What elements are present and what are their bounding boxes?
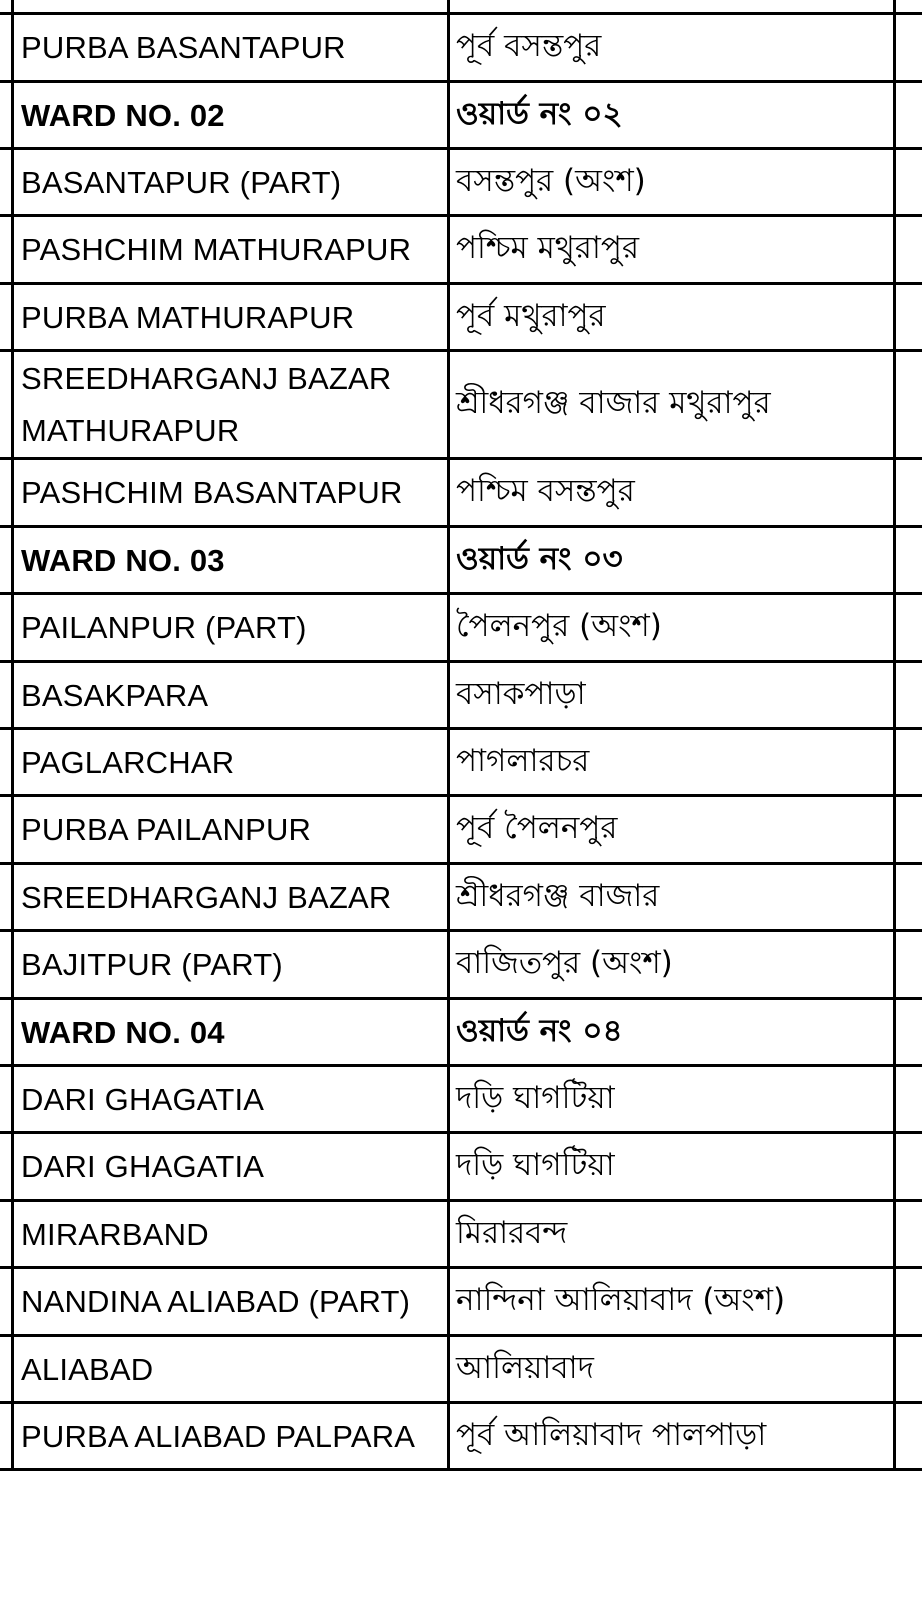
bengali-name-cell: বসন্তপুর (অংশ) (456, 162, 646, 199)
english-name-cell: PASHCHIM BASANTAPUR (21, 475, 403, 510)
bengali-name-cell: বসাকপাড়া (456, 675, 586, 712)
english-name-cell: PASHCHIM MATHURAPUR (21, 232, 412, 267)
bengali-name-cell: বাজিতপুর (অংশ) (456, 945, 673, 981)
bengali-name-cell: শ্রীধরগঞ্জ বাজার মথুরাপুর (456, 385, 771, 421)
bengali-name-cell: পূর্ব পৈলনপুর (456, 810, 618, 846)
ward-header-row (0, 528, 922, 593)
bengali-name-cell: পূর্ব মথুরাপুর (456, 297, 606, 334)
bengali-name-cell: ওয়ার্ড নং ০৩ (456, 540, 623, 577)
ward-header-row (0, 83, 922, 148)
bengali-name-cell: পৈলনপুর (অংশ) (456, 608, 662, 644)
table-row (0, 460, 922, 526)
english-name-cell: MIRARBAND (21, 1216, 209, 1252)
bengali-name-cell: শ্রীধরগঞ্জ বাজার (456, 877, 660, 914)
english-name-cell: PAGLARCHAR (21, 744, 235, 780)
bengali-name-cell: পূর্ব আলিয়াবাদ পালপাড়া (456, 1416, 767, 1453)
english-name-cell: BAJITPUR (PART) (21, 947, 283, 982)
english-name-cell: ALIABAD (21, 1351, 154, 1387)
table-row (0, 1337, 922, 1402)
table-row (0, 663, 922, 728)
bengali-name-cell: নান্দিনা আলিয়াবাদ (অংশ) (456, 1282, 786, 1318)
table-row (0, 1404, 922, 1469)
table-row (0, 285, 922, 350)
bengali-name-cell: পশ্চিম মথুরাপুর (456, 230, 639, 266)
english-name-cell: DARI GHAGATIA (21, 1081, 265, 1117)
bengali-name-cell: দড়ি ঘাগটিয়া (456, 1079, 615, 1116)
table-row (0, 1269, 922, 1335)
table-row (0, 730, 922, 795)
english-name-cell: SREEDHARGANJ BAZAR (21, 879, 392, 915)
table-row (0, 865, 922, 930)
ward-header-row (0, 1000, 922, 1065)
table-row (0, 352, 922, 458)
bengali-name-cell: আলিয়াবাদ (456, 1349, 594, 1386)
english-name-cell: BASANTAPUR (PART) (21, 164, 342, 200)
english-name-cell: WARD NO. 02 (21, 97, 225, 133)
english-name-cell: WARD NO. 04 (21, 1014, 225, 1050)
english-name-cell: PURBA ALIABAD PALPARA (21, 1418, 416, 1454)
english-name-cell: WARD NO. 03 (21, 542, 225, 578)
bengali-name-cell: পাগলারচর (456, 742, 590, 779)
bengali-name-cell: ওয়ার্ড নং ০২ (456, 95, 623, 132)
table-row (0, 797, 922, 863)
table-row (0, 1202, 922, 1267)
bengali-name-cell: পশ্চিম বসন্তপুর (456, 473, 635, 509)
table-row (0, 1134, 922, 1200)
bengali-name-cell: পূর্ব বসন্তপুর (456, 28, 602, 64)
english-name-cell: PURBA BASANTAPUR (21, 30, 346, 65)
bengali-name-cell: ওয়ার্ড নং ০৪ (456, 1012, 623, 1049)
bengali-name-cell: মিরারবন্দ (456, 1214, 568, 1251)
english-name-cell: PAILANPUR (PART) (21, 610, 307, 645)
table-row (0, 1067, 922, 1132)
bengali-name-cell: দড়ি ঘাগটিয়া (456, 1147, 615, 1183)
table-row (0, 150, 922, 215)
table-row (0, 15, 922, 81)
english-name-cell: SREEDHARGANJ BAZAR MATHURAPUR (21, 361, 392, 448)
english-name-cell: NANDINA ALIABAD (PART) (21, 1284, 411, 1319)
english-name-cell: DARI GHAGATIA (21, 1149, 265, 1184)
table-row (0, 932, 922, 998)
english-name-cell: PURBA MATHURAPUR (21, 299, 355, 335)
english-name-cell: BASAKPARA (21, 677, 209, 713)
english-name-cell: PURBA PAILANPUR (21, 812, 312, 847)
table-row (0, 217, 922, 283)
table-row (0, 595, 922, 661)
